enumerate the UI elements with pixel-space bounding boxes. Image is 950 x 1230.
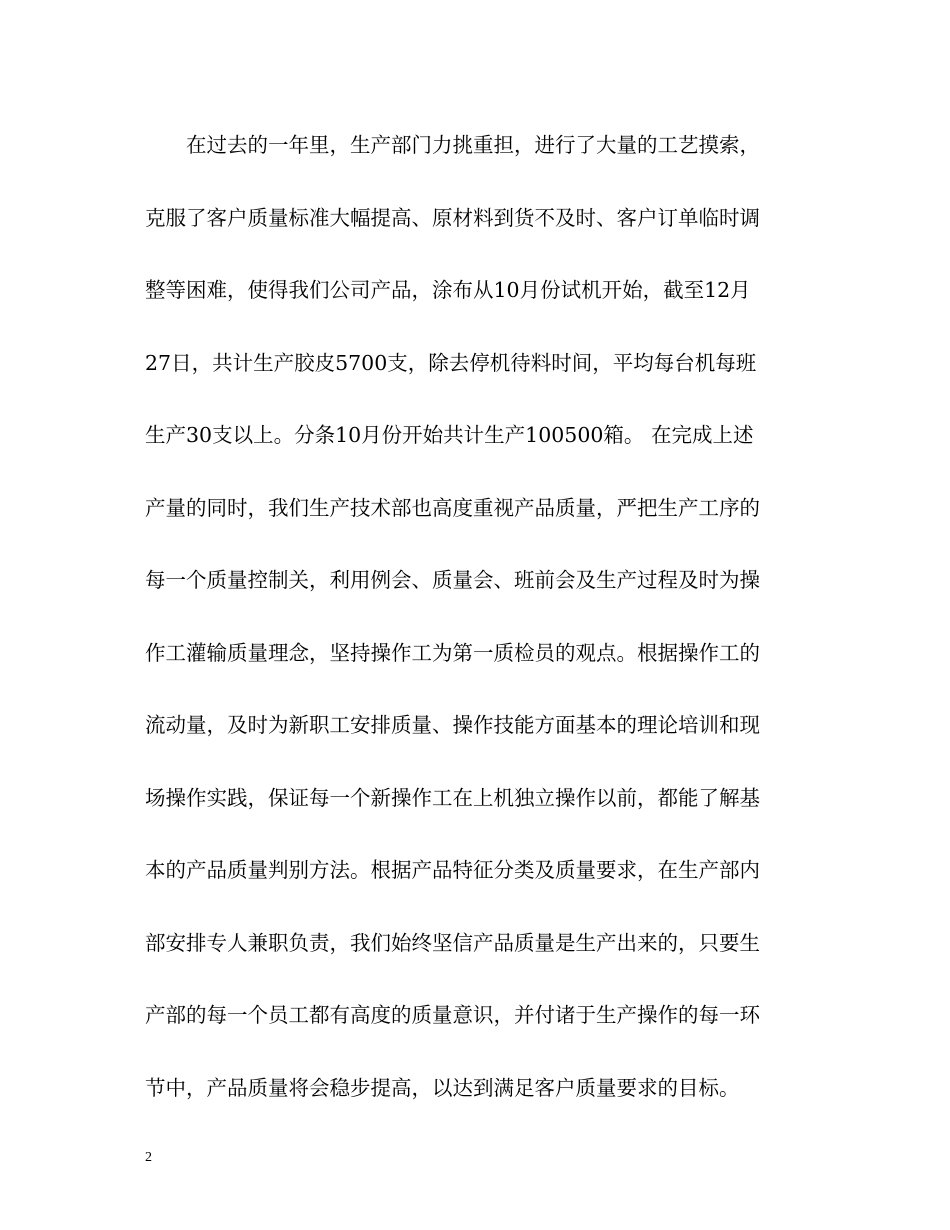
- paragraph-line-3: 整等困难，使得我们公司产品，涂布从10月份试机开始，截至12月: [145, 278, 751, 302]
- paragraph-line-5: 生产30支以上。分条10月份开始共计生产100500箱。 在完成上述: [145, 423, 754, 447]
- paragraph-line-8: 作工灌输质量理念，坚持操作工为第一质检员的观点。根据操作工的: [145, 640, 760, 665]
- page-number: 2: [145, 1150, 152, 1165]
- paragraph-line-11: 本的产品质量判别方法。根据产品特征分类及质量要求，在生产部内: [145, 858, 760, 882]
- paragraph-line-9: 流动量，及时为新职工安排质量、操作技能方面基本的理论培训和现: [145, 713, 760, 737]
- paragraph-line-13: 产部的每一个员工都有高度的质量意识，并付诸于生产操作的每一环: [145, 1003, 760, 1027]
- paragraph-line-7: 每一个质量控制关，利用例会、质量会、班前会及生产过程及时为操: [145, 568, 760, 592]
- paragraph-line-6: 产量的同时，我们生产技术部也高度重视产品质量，严把生产工序的: [145, 495, 760, 520]
- paragraph-line-4: 27日，共计生产胶皮5700支，除去停机待料时间，平均每台机每班: [145, 350, 757, 375]
- paragraph-line-10: 场操作实践，保证每一个新操作工在上机独立操作以前，都能了解基: [145, 785, 760, 810]
- paragraph-line-1: 在过去的一年里，生产部门力挑重担，进行了大量的工艺摸索，: [145, 133, 760, 157]
- body-paragraph: [145, 125, 805, 1140]
- paragraph-line-12: 部安排专人兼职负责，我们始终坚信产品质量是生产出来的，只要生: [145, 930, 760, 955]
- paragraph-line-2: 克服了客户质量标准大幅提高、原材料到货不及时、客户订单临时调: [145, 205, 760, 230]
- paragraph-line-14: 节中，产品质量将会稳步提高，以达到满足客户质量要求的目标。: [145, 1075, 740, 1100]
